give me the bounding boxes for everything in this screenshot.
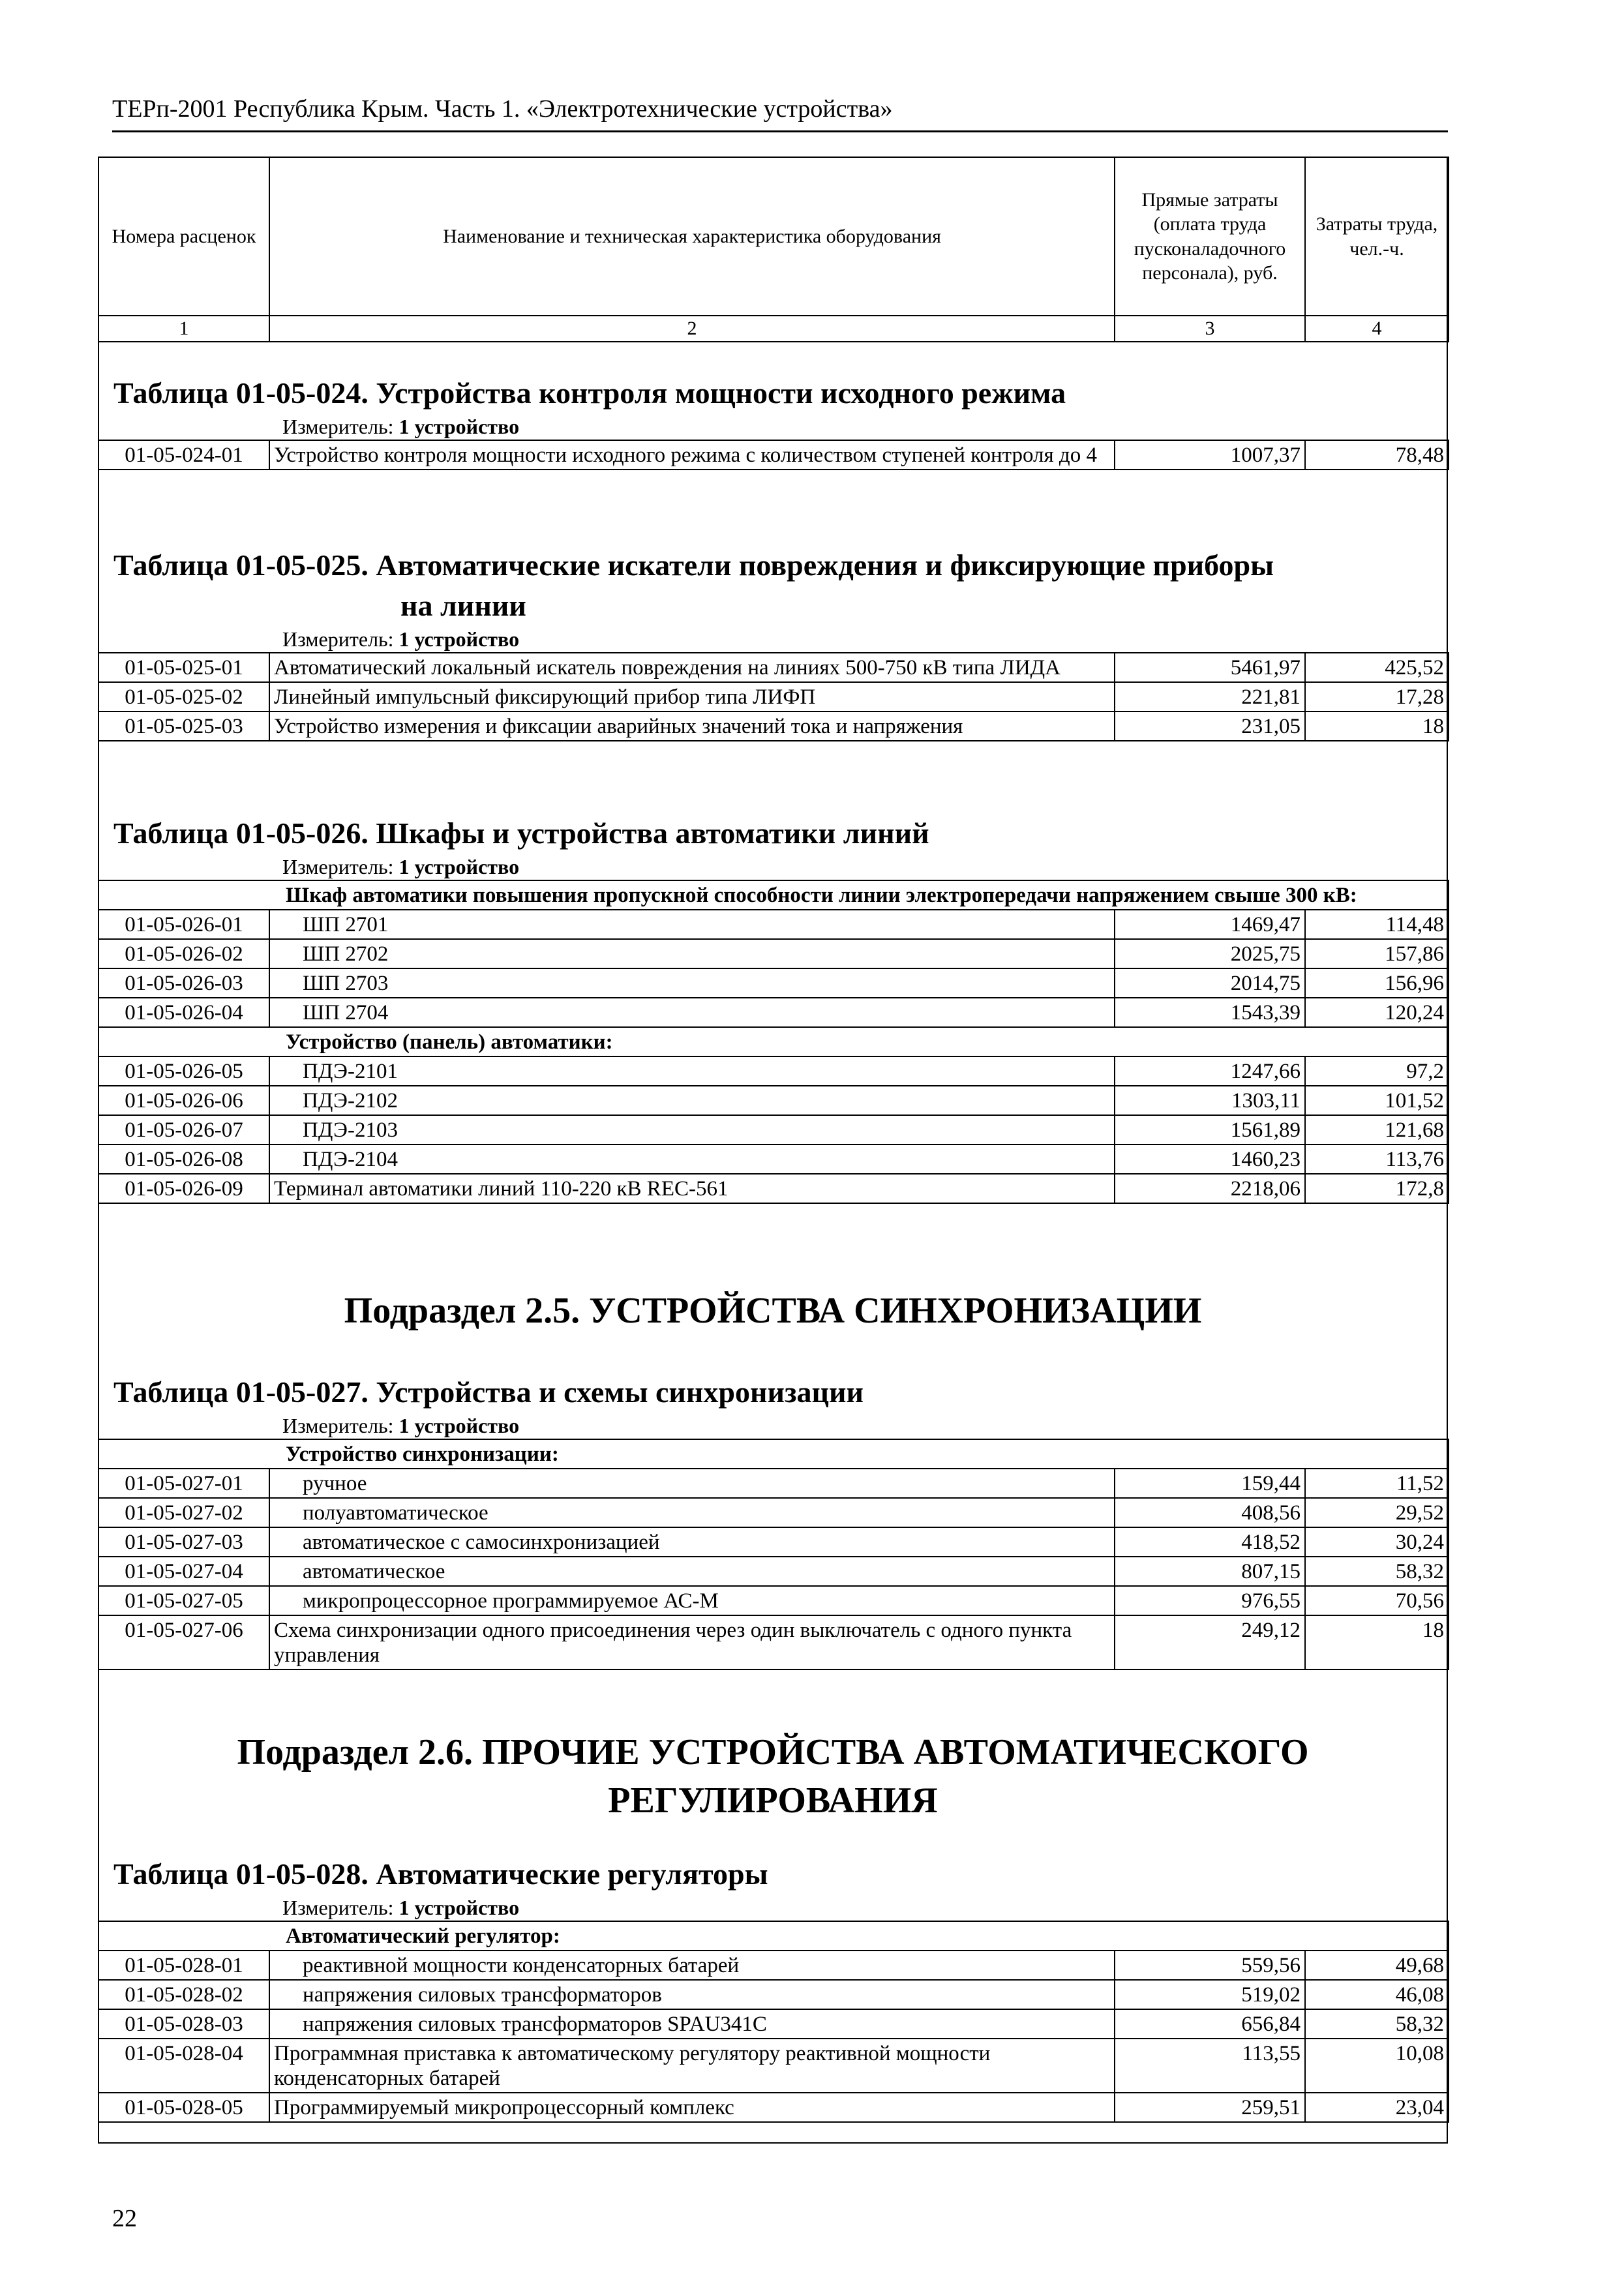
row-name: полуавтоматическое xyxy=(269,1498,1115,1527)
row-cost: 1469,47 xyxy=(1115,910,1305,939)
row-cost: 519,02 xyxy=(1115,1980,1305,2009)
section-table-028 xyxy=(98,1854,1448,2123)
row-code: 01-05-026-01 xyxy=(98,910,269,939)
table-row xyxy=(98,1086,1449,1115)
group-label: Шкаф автоматики повышения пропускной способности линии электропередачи напряжением свыше 300 кВ: xyxy=(98,880,1449,910)
row-code: 01-05-027-06 xyxy=(98,1615,269,1669)
row-cost: 418,52 xyxy=(1115,1527,1305,1557)
header-rule xyxy=(112,130,1448,132)
data-table xyxy=(98,880,1449,1204)
row-cost: 1460,23 xyxy=(1115,1144,1305,1174)
row-name: ПДЭ-2101 xyxy=(269,1056,1115,1086)
table-row xyxy=(98,1498,1449,1527)
row-code: 01-05-027-03 xyxy=(98,1527,269,1557)
table-row xyxy=(98,711,1449,741)
column-header-table xyxy=(98,157,1449,342)
group-label: Автоматический регулятор: xyxy=(98,1921,1449,1951)
group-row xyxy=(98,1439,1449,1469)
measure-value: 1 устройство xyxy=(398,855,520,878)
table-row xyxy=(98,682,1449,711)
data-table xyxy=(98,1439,1449,1670)
row-code: 01-05-026-06 xyxy=(98,1086,269,1115)
table-title: Таблица 01-05-026. Шкафы и устройства автоматики линий xyxy=(113,816,929,850)
group-row xyxy=(98,1921,1449,1951)
measure-line xyxy=(98,626,1448,652)
row-cost: 559,56 xyxy=(1115,1951,1305,1980)
row-name: Схема синхронизации одного присоединения через один выключатель с одного пункта управления xyxy=(269,1615,1115,1669)
measure-value: 1 устройство xyxy=(398,1896,520,1919)
table-row xyxy=(98,2039,1449,2093)
row-cost: 2025,75 xyxy=(1115,939,1305,968)
row-cost: 259,51 xyxy=(1115,2093,1305,2122)
row-name: автоматическое с самосинхронизацией xyxy=(269,1527,1115,1557)
table-row xyxy=(98,1615,1449,1669)
row-cost: 976,55 xyxy=(1115,1586,1305,1615)
measure-label: Измеритель: xyxy=(282,855,394,878)
row-cost: 807,15 xyxy=(1115,1557,1305,1586)
group-row xyxy=(98,880,1449,910)
row-name: ШП 2702 xyxy=(269,939,1115,968)
row-code: 01-05-026-09 xyxy=(98,1174,269,1203)
table-row xyxy=(98,1557,1449,1586)
row-cost: 113,55 xyxy=(1115,2039,1305,2093)
row-cost: 1561,89 xyxy=(1115,1115,1305,1144)
subsection-heading-line-2: РЕГУЛИРОВАНИЯ xyxy=(608,1780,938,1821)
row-labor: 18 xyxy=(1305,1615,1449,1669)
table-title xyxy=(113,545,1448,626)
row-code: 01-05-027-05 xyxy=(98,1586,269,1615)
measure-label: Измеритель: xyxy=(282,1896,394,1919)
row-cost: 249,12 xyxy=(1115,1615,1305,1669)
column-number-4: 4 xyxy=(1305,316,1449,342)
row-name: Программная приставка к автоматическому регулятору реактивной мощности конденсаторных батарей xyxy=(269,2039,1115,2093)
row-labor: 172,8 xyxy=(1305,1174,1449,1203)
table-row xyxy=(98,653,1449,682)
row-labor: 70,56 xyxy=(1305,1586,1449,1615)
running-header: ТЕРп-2001 Республика Крым. Часть 1. «Электротехнические устройства» xyxy=(112,95,893,123)
row-code: 01-05-028-05 xyxy=(98,2093,269,2122)
table-row xyxy=(98,1115,1449,1144)
section-table-025 xyxy=(98,545,1448,741)
table-row xyxy=(98,1980,1449,2009)
table-title-line-2: на линии xyxy=(400,589,526,622)
row-labor: 101,52 xyxy=(1305,1086,1449,1115)
row-labor: 17,28 xyxy=(1305,682,1449,711)
measure-label: Измеритель: xyxy=(282,1414,394,1437)
table-row xyxy=(98,1586,1449,1615)
measure-line xyxy=(98,854,1448,880)
row-name: Терминал автоматики линий 110-220 кВ REC-561 xyxy=(269,1174,1115,1203)
measure-value: 1 устройство xyxy=(398,627,520,651)
row-labor: 58,32 xyxy=(1305,2009,1449,2039)
row-labor: 30,24 xyxy=(1305,1527,1449,1557)
row-labor: 46,08 xyxy=(1305,1980,1449,2009)
group-label: Устройство (панель) автоматики: xyxy=(98,1027,1449,1056)
row-cost: 1007,37 xyxy=(1115,440,1305,470)
row-cost: 408,56 xyxy=(1115,1498,1305,1527)
row-name: ШП 2704 xyxy=(269,998,1115,1027)
table-row xyxy=(98,1174,1449,1203)
data-table xyxy=(98,1921,1449,2123)
table-row xyxy=(98,1527,1449,1557)
row-cost: 656,84 xyxy=(1115,2009,1305,2039)
column-header-name: Наименование и техническая характеристика оборудования xyxy=(269,157,1115,316)
row-cost: 231,05 xyxy=(1115,711,1305,741)
row-labor: 29,52 xyxy=(1305,1498,1449,1527)
section-table-024 xyxy=(98,373,1448,470)
column-number-3: 3 xyxy=(1115,316,1305,342)
row-name: ШП 2703 xyxy=(269,968,1115,998)
row-code: 01-05-027-01 xyxy=(98,1469,269,1498)
subsection-heading-2-6 xyxy=(98,1728,1448,1825)
row-name: Программируемый микропроцессорный комплекс xyxy=(269,2093,1115,2122)
row-labor: 23,04 xyxy=(1305,2093,1449,2122)
table-row xyxy=(98,968,1449,998)
row-code: 01-05-026-05 xyxy=(98,1056,269,1086)
table-row xyxy=(98,939,1449,968)
row-name: автоматическое xyxy=(269,1557,1115,1586)
row-labor: 18 xyxy=(1305,711,1449,741)
column-header-labor: Затраты труда, чел.-ч. xyxy=(1305,157,1449,316)
table-row xyxy=(98,2009,1449,2039)
row-code: 01-05-028-01 xyxy=(98,1951,269,1980)
data-table xyxy=(98,652,1449,741)
column-number-1: 1 xyxy=(98,316,269,342)
section-table-027 xyxy=(98,1372,1448,1670)
group-row xyxy=(98,1027,1449,1056)
measure-label: Измеритель: xyxy=(282,627,394,651)
page-number: 22 xyxy=(112,2205,137,2232)
row-name: ПДЭ-2104 xyxy=(269,1144,1115,1174)
measure-line xyxy=(98,1413,1448,1439)
row-name: Устройство измерения и фиксации аварийных значений тока и напряжения xyxy=(269,711,1115,741)
column-header-codes: Номера расценок xyxy=(98,157,269,316)
table-title: Таблица 01-05-024. Устройства контроля мощности исходного режима xyxy=(113,376,1066,410)
table-row xyxy=(98,1469,1449,1498)
row-code: 01-05-028-02 xyxy=(98,1980,269,2009)
row-labor: 425,52 xyxy=(1305,653,1449,682)
row-name: ПДЭ-2102 xyxy=(269,1086,1115,1115)
row-name: напряжения силовых трансформаторов xyxy=(269,1980,1115,2009)
row-name: Линейный импульсный фиксирующий прибор типа ЛИФП xyxy=(269,682,1115,711)
row-code: 01-05-026-08 xyxy=(98,1144,269,1174)
row-cost: 1543,39 xyxy=(1115,998,1305,1027)
row-code: 01-05-028-03 xyxy=(98,2009,269,2039)
row-code: 01-05-027-04 xyxy=(98,1557,269,1586)
table-row xyxy=(98,1056,1449,1086)
table-row xyxy=(98,1144,1449,1174)
table-title: Таблица 01-05-028. Автоматические регуляторы xyxy=(113,1857,768,1891)
row-code: 01-05-025-02 xyxy=(98,682,269,711)
subsection-heading-line-1: Подраздел 2.6. ПРОЧИЕ УСТРОЙСТВА АВТОМАТИЧЕСКОГО xyxy=(237,1732,1309,1773)
measure-value: 1 устройство xyxy=(398,415,520,438)
row-cost: 221,81 xyxy=(1115,682,1305,711)
row-labor: 78,48 xyxy=(1305,440,1449,470)
row-labor: 114,48 xyxy=(1305,910,1449,939)
row-code: 01-05-026-03 xyxy=(98,968,269,998)
column-header-direct-costs: Прямые затраты (оплата труда пусконаладочного персонала), руб. xyxy=(1115,157,1305,316)
table-row xyxy=(98,440,1449,470)
table-title: Таблица 01-05-027. Устройства и схемы синхронизации xyxy=(113,1375,864,1409)
row-cost: 159,44 xyxy=(1115,1469,1305,1498)
subsection-heading-2-5: Подраздел 2.5. УСТРОЙСТВА СИНХРОНИЗАЦИИ xyxy=(344,1291,1202,1331)
row-name: Устройство контроля мощности исходного режима с количеством ступеней контроля до 4 xyxy=(269,440,1115,470)
row-cost: 5461,97 xyxy=(1115,653,1305,682)
row-cost: 1303,11 xyxy=(1115,1086,1305,1115)
measure-line xyxy=(98,413,1448,440)
row-labor: 97,2 xyxy=(1305,1056,1449,1086)
table-row xyxy=(98,998,1449,1027)
row-labor: 11,52 xyxy=(1305,1469,1449,1498)
measure-label: Измеритель: xyxy=(282,415,394,438)
row-labor: 10,08 xyxy=(1305,2039,1449,2093)
row-labor: 121,68 xyxy=(1305,1115,1449,1144)
row-name: Автоматический локальный искатель повреждения на линиях 500-750 кВ типа ЛИДА xyxy=(269,653,1115,682)
row-name: ручное xyxy=(269,1469,1115,1498)
row-code: 01-05-024-01 xyxy=(98,440,269,470)
measure-value: 1 устройство xyxy=(398,1414,520,1437)
row-code: 01-05-026-07 xyxy=(98,1115,269,1144)
row-name: ПДЭ-2103 xyxy=(269,1115,1115,1144)
column-number-2: 2 xyxy=(269,316,1115,342)
row-labor: 49,68 xyxy=(1305,1951,1449,1980)
table-row xyxy=(98,1951,1449,1980)
measure-line xyxy=(98,1894,1448,1921)
row-cost: 2014,75 xyxy=(1115,968,1305,998)
section-table-026 xyxy=(98,813,1448,1204)
row-labor: 157,86 xyxy=(1305,939,1449,968)
row-labor: 58,32 xyxy=(1305,1557,1449,1586)
data-table xyxy=(98,440,1449,470)
row-cost: 1247,66 xyxy=(1115,1056,1305,1086)
row-labor: 113,76 xyxy=(1305,1144,1449,1174)
row-code: 01-05-028-04 xyxy=(98,2039,269,2093)
row-code: 01-05-026-02 xyxy=(98,939,269,968)
row-name: реактивной мощности конденсаторных батарей xyxy=(269,1951,1115,1980)
row-code: 01-05-025-01 xyxy=(98,653,269,682)
row-code: 01-05-026-04 xyxy=(98,998,269,1027)
row-cost: 2218,06 xyxy=(1115,1174,1305,1203)
table-row xyxy=(98,2093,1449,2122)
row-name: ШП 2701 xyxy=(269,910,1115,939)
row-code: 01-05-025-03 xyxy=(98,711,269,741)
table-row xyxy=(98,910,1449,939)
table-title-line-1: Таблица 01-05-025. Автоматические искатели повреждения и фиксирующие приборы xyxy=(113,548,1274,582)
row-labor: 156,96 xyxy=(1305,968,1449,998)
row-name: микропроцессорное программируемое АС-М xyxy=(269,1586,1115,1615)
group-label: Устройство синхронизации: xyxy=(98,1439,1449,1469)
row-labor: 120,24 xyxy=(1305,998,1449,1027)
row-code: 01-05-027-02 xyxy=(98,1498,269,1527)
row-name: напряжения силовых трансформаторов SPAU341C xyxy=(269,2009,1115,2039)
